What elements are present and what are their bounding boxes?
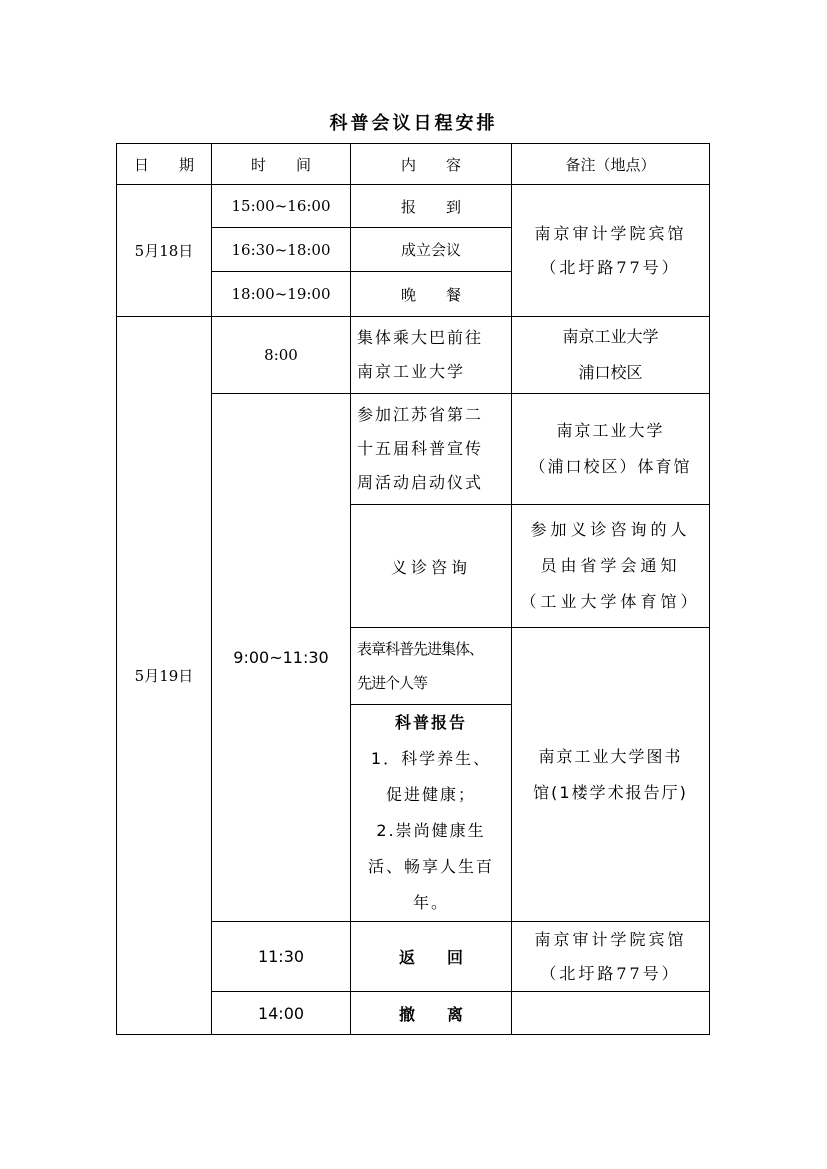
- day2-row1-content-line1: 集体乘大巴前往: [357, 328, 484, 347]
- header-note: 备注（地点）: [512, 144, 710, 185]
- day2-row1-note: [512, 317, 710, 394]
- report-item2-line2: 活、畅享人生百: [367, 857, 494, 876]
- schedule-table: [116, 143, 710, 1035]
- day2-row1-content: [351, 317, 512, 394]
- day2-row45-note-line2: 馆(1楼学术报告厅): [533, 782, 688, 802]
- day2-row2-note-line2: （浦口校区）体育馆: [529, 457, 692, 476]
- header-date: 日 期: [117, 144, 212, 185]
- day2-main-time: 9:00~11:30: [212, 394, 351, 922]
- day2-row7-note: [512, 992, 710, 1035]
- report-title: 科普报告: [394, 713, 467, 732]
- day2-row6-time: 11:30: [212, 922, 351, 992]
- day2-row1-note-line1: 南京工业大学: [562, 327, 659, 346]
- day2-row3-note-line2: 员由省学会通知: [540, 556, 681, 575]
- day2-row1-time: 8:00: [212, 317, 351, 394]
- day2-row3-note-line1: 参加义诊咨询的人: [530, 520, 691, 539]
- day1-note-line2: （北圩路77号）: [540, 257, 681, 277]
- day2-row5-content: [351, 705, 512, 922]
- day2-row45-note-line1: 南京工业大学图书: [538, 746, 683, 766]
- page-title: 科普会议日程安排: [329, 113, 498, 134]
- day2-row2-content-line1: 参加江苏省第二: [357, 405, 484, 424]
- header-time: 时 间: [212, 144, 351, 185]
- day2-row4-content: [351, 628, 512, 705]
- day1-row3-time: 18:00~19:00: [212, 272, 351, 317]
- report-item1-line2: 促进健康；: [385, 785, 476, 804]
- day2-row1-content-line2: 南京工业大学: [357, 362, 466, 381]
- day2-row2-content-line2: 十五届科普宣传: [357, 439, 484, 458]
- day2-row3-content: 义诊咨询: [351, 505, 512, 628]
- day2-row2-content: [351, 394, 512, 505]
- day2-row6-note-line2: （北圩路77号）: [540, 963, 681, 983]
- day1-note: [512, 185, 710, 317]
- day2-row4-content-line2: 先进个人等: [357, 674, 428, 692]
- day2-row3-note-line3: （工业大学体育馆）: [520, 592, 701, 611]
- day2-row45-note: [512, 628, 710, 922]
- table-row: [117, 317, 710, 394]
- day2-row2-content-line3: 周活动启动仪式: [357, 473, 484, 492]
- day1-date: 5月18日: [117, 185, 212, 317]
- day2-row3-note: [512, 505, 710, 628]
- day2-row7-content: 撤 离: [351, 992, 512, 1035]
- day2-row1-note-line2: 浦口校区: [578, 363, 643, 382]
- day2-row6-note-line1: 南京审计学院宾馆: [534, 929, 687, 949]
- day1-row3-content: 晚 餐: [351, 272, 512, 317]
- report-item2-line1: 2.崇尚健康生: [376, 821, 486, 840]
- table-row: [117, 185, 710, 228]
- day2-row6-note: [512, 922, 710, 992]
- day2-row2-note: [512, 394, 710, 505]
- day2-row6-content: 返 回: [351, 922, 512, 992]
- day1-row2-content: 成立会议: [351, 228, 512, 272]
- day1-row2-time: 16:30~18:00: [212, 228, 351, 272]
- report-item1-line1: 1．科学养生、: [370, 749, 492, 768]
- header-row: [117, 144, 710, 185]
- day2-date: 5月19日: [117, 317, 212, 1035]
- day1-row1-time: 15:00~16:00: [212, 185, 351, 228]
- header-content: 内 容: [351, 144, 512, 185]
- day2-row2-note-line1: 南京工业大学: [556, 421, 665, 440]
- day2-row7-time: 14:00: [212, 992, 351, 1035]
- day1-note-line1: 南京审计学院宾馆: [534, 223, 687, 243]
- report-item2-line3: 年。: [412, 893, 449, 912]
- day1-row1-content: 报 到: [351, 185, 512, 228]
- day2-row4-content-line1: 表章科普先进集体、: [357, 640, 484, 658]
